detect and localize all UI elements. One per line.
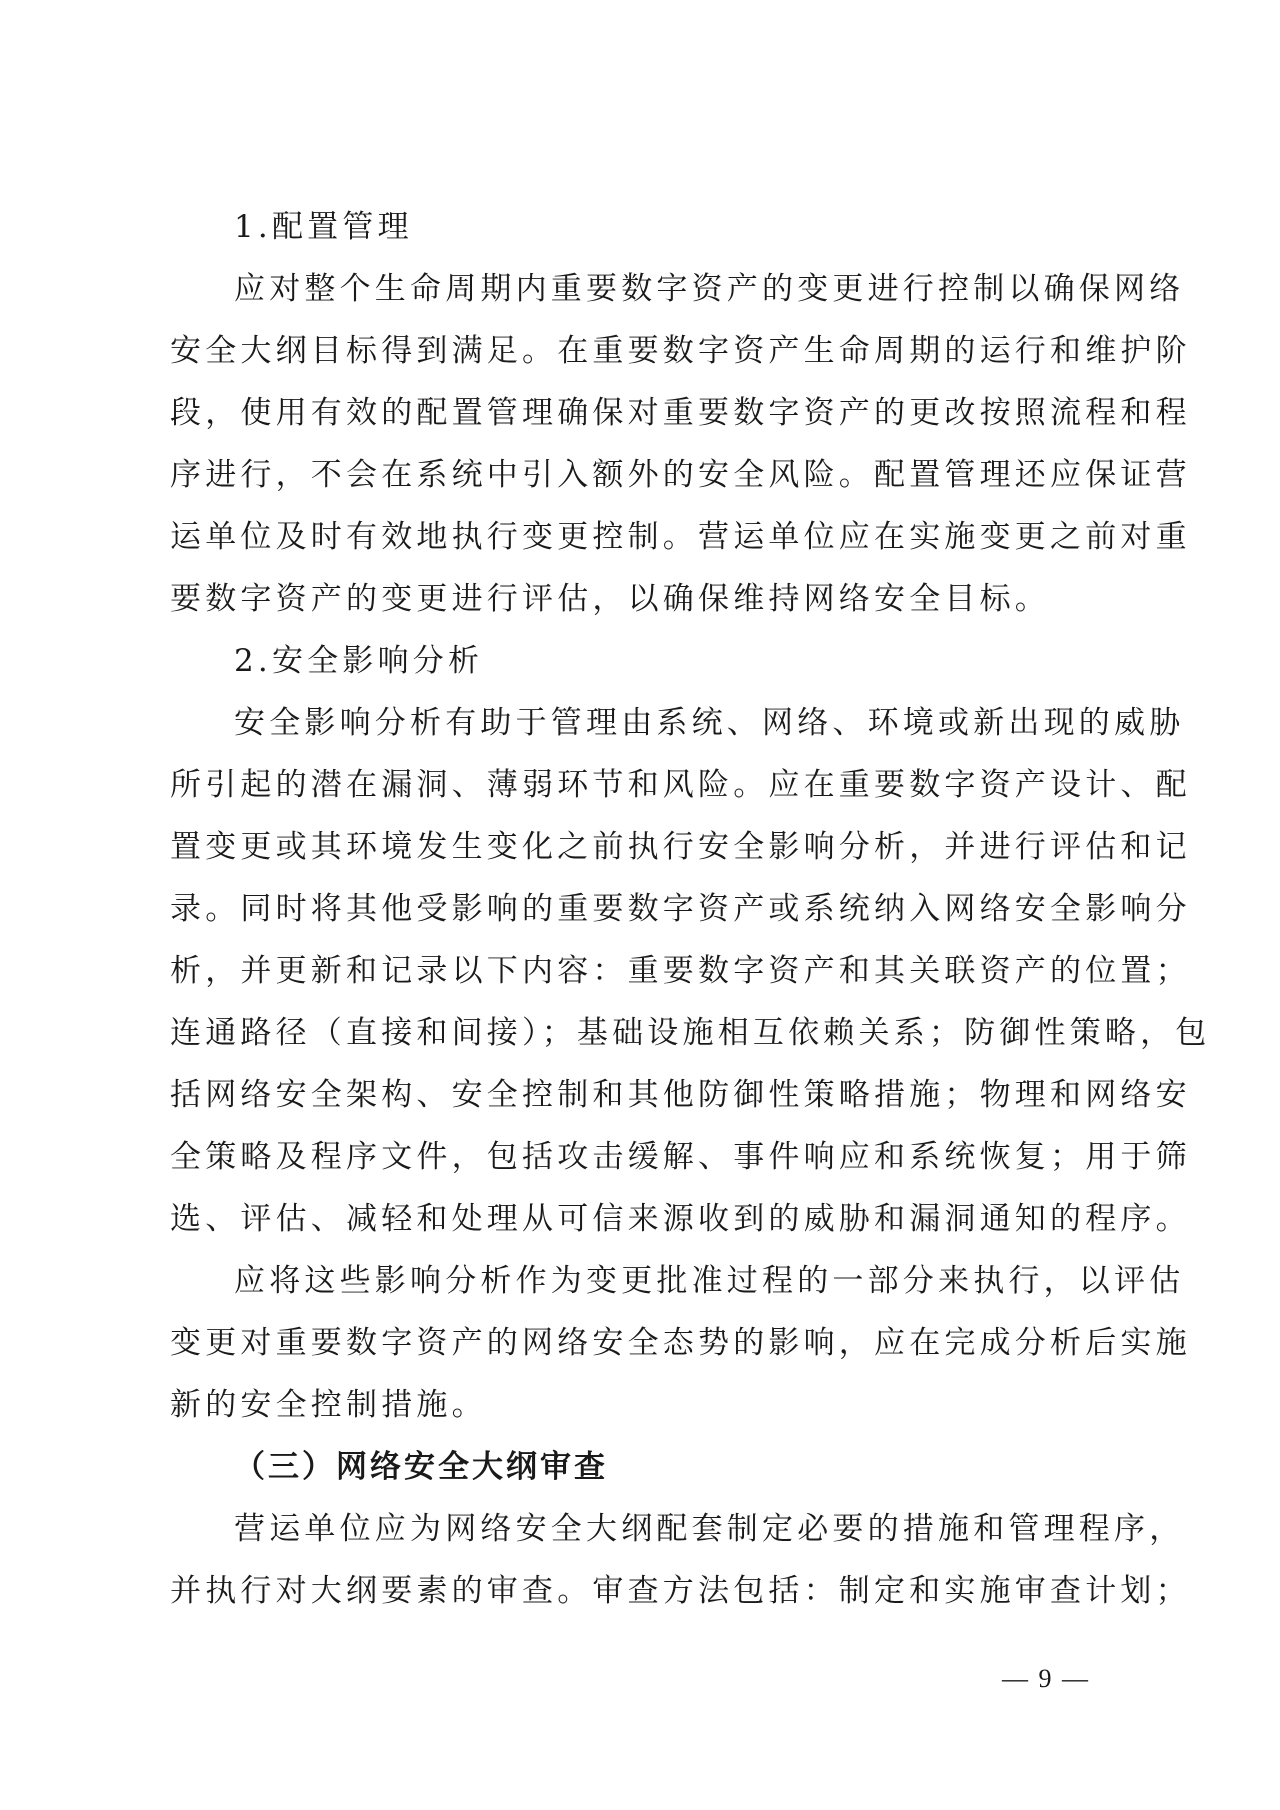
subheading-config-management: 1.配置管理: [234, 209, 413, 245]
subheading-security-impact-analysis: 2.安全影响分析: [234, 643, 484, 679]
paragraph-line: 括网络安全架构、安全控制和其他防御性策略措施；物理和网络安: [170, 1077, 1191, 1113]
paragraph-line: 新的安全控制措施。: [170, 1387, 487, 1423]
paragraph-line: 应对整个生命周期内重要数字资产的变更进行控制以确保网络: [234, 271, 1185, 307]
page-number: — 9 —: [1002, 1664, 1090, 1693]
paragraph-line: 序进行，不会在系统中引入额外的安全风险。配置管理还应保证营: [170, 457, 1191, 493]
paragraph-line: 析，并更新和记录以下内容：重要数字资产和其关联资产的位置；: [170, 953, 1191, 989]
paragraph-line: 变更对重要数字资产的网络安全态势的影响，应在完成分析后实施: [170, 1325, 1191, 1361]
paragraph-line: 置变更或其环境发生变化之前执行安全影响分析，并进行评估和记: [170, 829, 1191, 865]
paragraph-line: 全策略及程序文件，包括攻击缓解、事件响应和系统恢复；用于筛: [170, 1139, 1191, 1175]
paragraph-line: 营运单位应为网络安全大纲配套制定必要的措施和管理程序，: [234, 1511, 1185, 1547]
paragraph-line: 连通路径（直接和间接）；基础设施相互依赖关系；防御性策略，包: [170, 1015, 1211, 1051]
document-body: [170, 196, 1211, 1622]
paragraph-line: 应将这些影响分析作为变更批准过程的一部分来执行，以评估: [234, 1263, 1185, 1299]
paragraph-line: 选、评估、减轻和处理从可信来源收到的威胁和漏洞通知的程序。: [170, 1201, 1191, 1237]
paragraph-line: 要数字资产的变更进行评估，以确保维持网络安全目标。: [170, 581, 1050, 617]
paragraph-line: 录。同时将其他受影响的重要数字资产或系统纳入网络安全影响分: [170, 891, 1191, 927]
paragraph-line: 运单位及时有效地执行变更控制。营运单位应在实施变更之前对重: [170, 519, 1191, 555]
paragraph-line: 安全大纲目标得到满足。在重要数字资产生命周期的运行和维护阶: [170, 333, 1191, 369]
section-heading-cybersecurity-program-review: （三）网络安全大纲审查: [234, 1449, 608, 1485]
paragraph-line: 段，使用有效的配置管理确保对重要数字资产的更改按照流程和程: [170, 395, 1191, 431]
paragraph-line: 所引起的潜在漏洞、薄弱环节和风险。应在重要数字资产设计、配: [170, 767, 1191, 803]
paragraph-line: 安全影响分析有助于管理由系统、网络、环境或新出现的威胁: [234, 705, 1185, 741]
paragraph-line: 并执行对大纲要素的审查。审查方法包括：制定和实施审查计划；: [170, 1573, 1191, 1609]
